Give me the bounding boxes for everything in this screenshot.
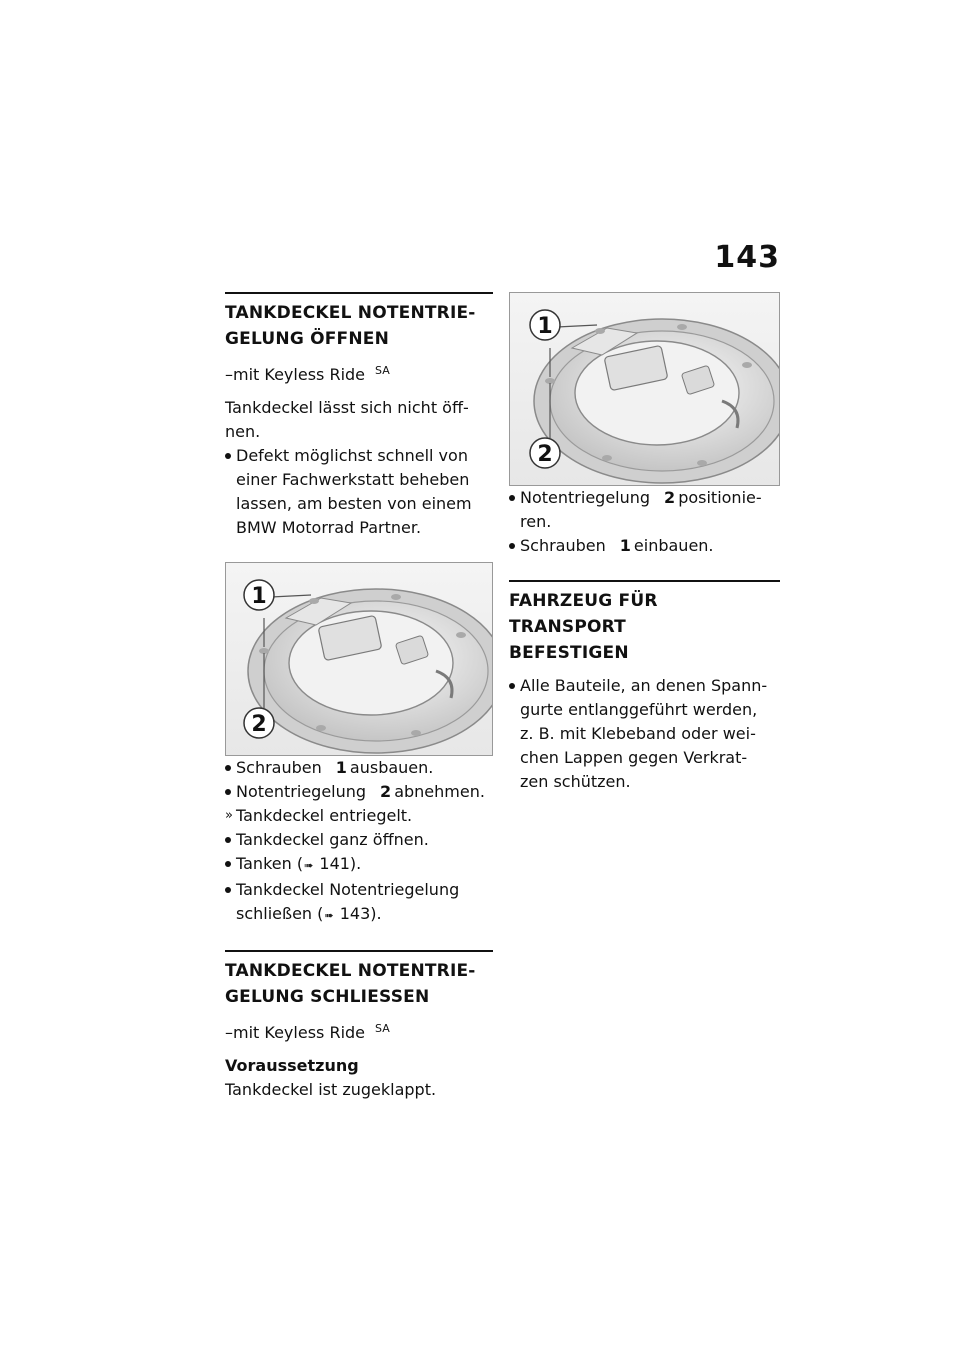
fuel-cap-figure-1 [225, 562, 493, 756]
section-title-open: TANKDECKEL NOTENTRIE- GELUNG ÖFFNEN [225, 292, 493, 352]
callout-label-1: 1 [537, 314, 553, 339]
left-column [225, 292, 493, 1102]
transport-list [509, 674, 780, 794]
page-reference-arrow-icon: ➠ [324, 909, 334, 922]
list-item: Tanken (➠ 141). [225, 852, 493, 878]
list-item: Defekt möglichst schnell von einer Fachwerkstatt beheben lassen, am besten von einem BMW Motorrad Partner. [225, 444, 493, 540]
list-item: Schrauben 1 ausbauen. [225, 756, 493, 780]
repair-advice-list [225, 444, 493, 540]
sa-badge: SA [375, 364, 390, 377]
problem-text: Tankdeckel lässt sich nicht öff- nen. [225, 398, 469, 441]
list-item: Notentriegelung 2 positionie- ren. [509, 486, 780, 534]
callout-label-1: 1 [251, 584, 267, 609]
list-item: Tankdeckel Notentriegelung schließen (➠ 143). [225, 878, 493, 928]
callout-label-2: 2 [251, 712, 267, 737]
sa-badge: SA [375, 1022, 390, 1035]
list-item: Schrauben 1 einbauen. [509, 534, 780, 558]
page-number: 143 [714, 240, 780, 275]
requirement-label: Voraussetzung [225, 1056, 359, 1075]
keyless-ride-note: –mit Keyless Ride $^{SA}$ [225, 364, 390, 384]
result-item: » Tankdeckel entriegelt. [225, 804, 493, 828]
page-reference-link[interactable]: 141). [319, 854, 362, 873]
page-reference-arrow-icon: ➠ [304, 859, 314, 872]
list-item: Alle Bauteile, an denen Spann- gurte entlanggeführt werden, z. B. mit Klebeband oder wei- chen Lappen gegen Verkrat- zen schützen. [509, 674, 780, 794]
fuel-cap-illustration [510, 293, 779, 485]
section-title-transport: FAHRZEUG FÜR TRANSPORT BEFESTIGEN [509, 580, 780, 666]
page-reference-link[interactable]: 143). [339, 904, 382, 923]
keyless-ride-note: –mit Keyless Ride $^{SA}$ [225, 1022, 390, 1042]
open-steps-list [225, 756, 493, 928]
list-item: Tankdeckel ganz öffnen. [225, 828, 493, 852]
right-column [509, 292, 780, 794]
fuel-cap-illustration [226, 563, 492, 755]
list-item: Notentriegelung 2 abnehmen. [225, 780, 493, 804]
section-title-close: TANKDECKEL NOTENTRIE- GELUNG SCHLIESSEN [225, 950, 493, 1010]
requirement-text: Tankdeckel ist zugeklappt. [225, 1080, 437, 1099]
fuel-cap-figure-2 [509, 292, 780, 486]
callout-label-2: 2 [537, 442, 553, 467]
close-steps-list [509, 486, 780, 558]
